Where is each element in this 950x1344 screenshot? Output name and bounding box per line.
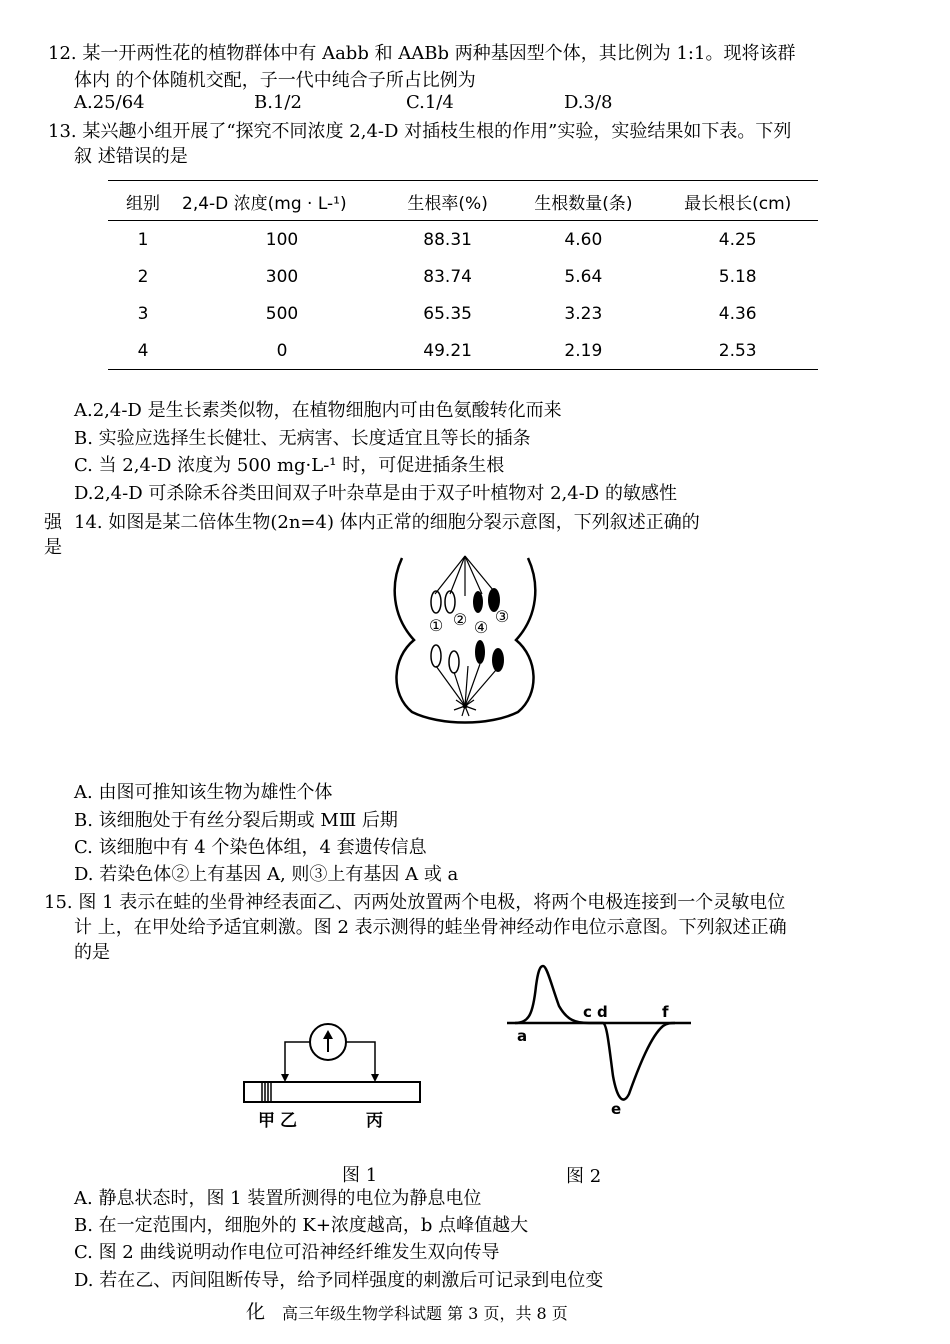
label-jia: 甲 (258, 1111, 275, 1131)
figure-2-action-potential (505, 966, 695, 1121)
q15-option-d: D. 若在乙、丙间阻断传导，给予同样强度的刺激后可记录到电位变 (74, 1270, 604, 1291)
figure-1-caption: 图 1 (342, 1165, 378, 1186)
table-cell: 83.74 (423, 266, 472, 287)
q13-option-a: A.2,4-D 是生长素类似物，在植物细胞内可由色氨酸转化而来 (74, 400, 562, 421)
q13-option-c: C. 当 2,4-D 浓度为 500 mg·L-¹ 时，可促进插条生根 (74, 455, 505, 476)
spindle-fibers-lower (436, 664, 496, 706)
q12-option-a: A.25/64 (74, 92, 145, 113)
q13-line1: 13. 某兴趣小组开展了“探究不同浓度 2,4-D 对插枝生根的作用”实验，实验结果如下表。下列 (48, 121, 792, 142)
table-cell: 2 (137, 266, 149, 287)
q13-option-d: D.2,4-D 可杀除禾谷类田间双子叶杂草是由于双子叶植物对 2,4-D 的敏感性 (74, 483, 677, 504)
q12-line1: 12. 某一开两性花的植物群体中有 Aabb 和 AABb 两种基因型个体，其比例为 1:1。现将该群 (48, 43, 796, 64)
q15-option-a: A. 静息状态时，图 1 装置所测得的电位为静息电位 (74, 1188, 482, 1209)
header-root-count: 生根数量(条) (509, 181, 657, 221)
label-d: d (597, 1003, 608, 1021)
q14-option-d: D. 若染色体②上有基因 A, 则③上有基因 A 或 a (74, 864, 459, 885)
q15-option-b: B. 在一定范围内，细胞外的 K+浓度越高，b 点峰值越大 (74, 1215, 529, 1236)
table-cell: 500 (265, 303, 299, 324)
chromosome-label-1: ① (428, 616, 444, 635)
table-cell: 3.23 (564, 303, 603, 324)
table-cell: 49.21 (386, 332, 509, 370)
header-rooting-rate: 生根率(%) (386, 181, 509, 221)
label-f: f (662, 1003, 669, 1021)
potential-curve (515, 966, 675, 1100)
table-cell: 5.18 (718, 266, 757, 287)
label-bing: 丙 (366, 1111, 383, 1131)
q14-option-a: A. 由图可推知该生物为雄性个体 (74, 782, 333, 803)
header-concentration: 2,4-D 浓度(mg · L-¹) (178, 181, 386, 221)
q12-option-d: D.3/8 (564, 92, 613, 113)
table-cell: 3 (137, 303, 149, 324)
q15-option-c: C. 图 2 曲线说明动作电位可沿神经纤维发生双向传导 (74, 1242, 500, 1263)
label-e: e (611, 1100, 622, 1118)
label-yi: 乙 (280, 1111, 297, 1131)
chromosome-label-4: ④ (473, 618, 489, 637)
table-cell: 4.25 (718, 229, 757, 250)
table-cell: 88.31 (423, 229, 472, 250)
stimulus-hatch (262, 1082, 271, 1102)
q15-line3: 的是 (74, 942, 110, 963)
table-row (108, 258, 818, 295)
table-cell: 0 (178, 332, 386, 370)
table-cell: 2.53 (657, 332, 818, 370)
table-cell: 2.19 (509, 332, 657, 370)
q14-option-b: B. 该细胞处于有丝分裂后期或 MⅢ 后期 (74, 810, 398, 831)
page-footer: 高三年级生物学科试题 第 3 页，共 8 页 (282, 1304, 568, 1323)
table-row (108, 221, 818, 259)
q12-option-b: B.1/2 (254, 92, 302, 113)
cell-division-figure (390, 554, 540, 724)
table-header-row (108, 181, 818, 221)
table-cell: 5.64 (564, 266, 603, 287)
results-table (108, 180, 818, 370)
q14-prefix: 强 (44, 512, 62, 533)
table-cell: 300 (265, 266, 299, 287)
label-a: a (517, 1027, 528, 1045)
figure-1-nerve-electrodes (240, 1020, 430, 1140)
label-c: c (583, 1003, 592, 1021)
table-cell: 100 (265, 229, 299, 250)
table-cell: 4.36 (718, 303, 757, 324)
table-cell: 4.60 (564, 229, 603, 250)
figure-2-caption: 图 2 (566, 1166, 602, 1187)
table-cell: 4 (108, 332, 178, 370)
table-cell: 65.35 (423, 303, 472, 324)
q14-line1: 14. 如图是某二倍体生物(2n=4) 体内正常的细胞分裂示意图，下列叙述正确的 (74, 512, 700, 533)
q14-option-c: C. 该细胞中有 4 个染色体组，4 套遗传信息 (74, 837, 427, 858)
header-longest-root: 最长根长(cm) (657, 181, 818, 221)
q15-line2: 计 上，在甲处给予适宜刺激。图 2 表示测得的蛙坐骨神经动作电位示意图。下列叙述正确 (74, 917, 787, 938)
spindle-fibers-upper (435, 556, 498, 596)
q13-line2: 叙 述错误的是 (74, 146, 188, 167)
table-row (108, 295, 818, 332)
q12-line2: 体内 的个体随机交配，子一代中纯合子所占比例为 (74, 70, 476, 91)
q14-line2: 是 (44, 537, 62, 558)
table-row (108, 332, 818, 370)
q12-option-c: C.1/4 (406, 92, 454, 113)
footer-prefix: 化 (246, 1301, 266, 1323)
q13-option-b: B. 实验应选择生长健壮、无病害、长度适宜且等长的插条 (74, 428, 531, 449)
chromosome-label-3: ③ (494, 607, 510, 626)
header-group: 组别 (108, 181, 178, 221)
table-cell: 1 (137, 229, 149, 250)
q15-line1: 15. 图 1 表示在蛙的坐骨神经表面乙、丙两处放置两个电极，将两个电极连接到一个灵敏电位 (44, 892, 786, 913)
chromosome-label-2: ② (452, 610, 468, 629)
